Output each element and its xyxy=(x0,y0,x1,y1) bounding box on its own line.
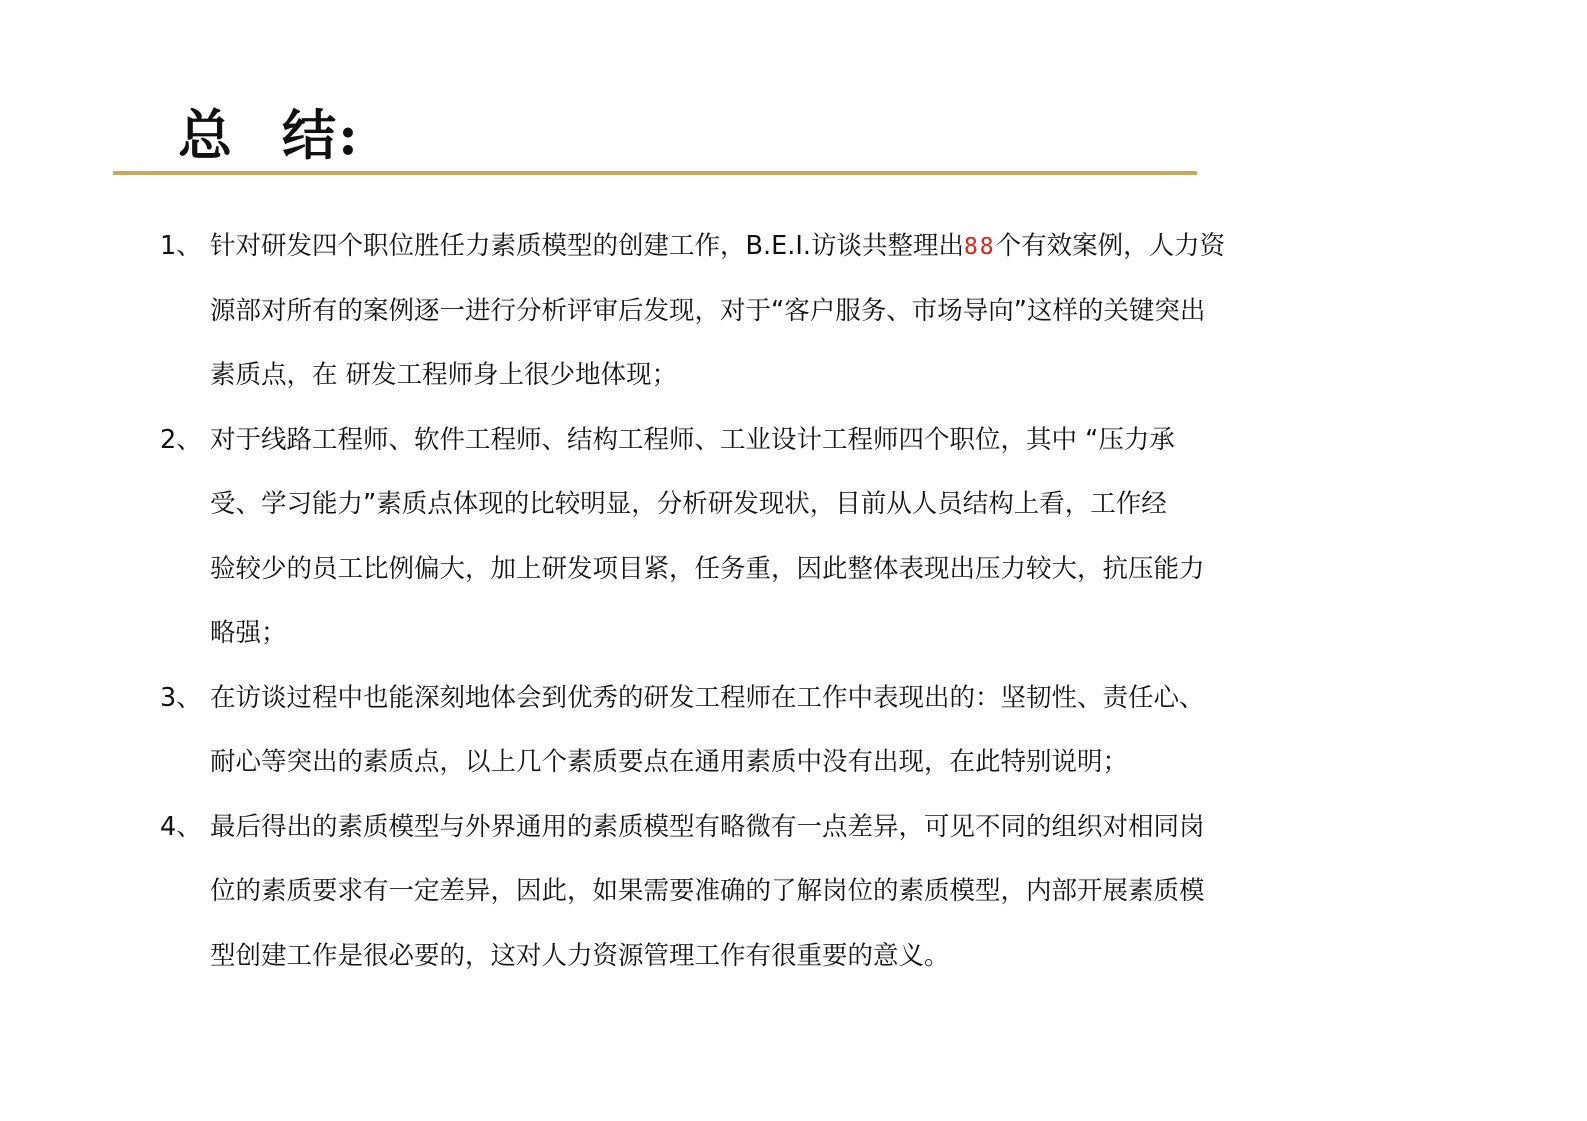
item-number: 1、 xyxy=(160,231,202,261)
title-colon: : xyxy=(338,103,360,167)
case-count-highlight: 88 xyxy=(963,234,996,260)
title-char-1: 总 xyxy=(178,103,234,167)
summary-item-2-line-2: 受、学习能力”素质点体现的比较明显，分析研发现状，目前从人员结构上看，工作经 xyxy=(210,489,1167,519)
item-number: 4、 xyxy=(160,811,202,842)
title-underline-divider xyxy=(113,171,1197,175)
summary-list xyxy=(160,214,1420,988)
item-number: 2、 xyxy=(160,424,202,455)
summary-item-3 xyxy=(160,666,1420,795)
title-char-2: 结 xyxy=(282,103,338,167)
summary-item-1-line-2: 源部对所有的案例逐一进行分析评审后发现，对于“客户服务、市场导向”这样的关键突出 xyxy=(210,295,1206,326)
item-text: 个有效案例，人力资 xyxy=(995,231,1226,261)
summary-item-4 xyxy=(160,795,1420,989)
item-text: 针对研发四个职位胜任力素质模型的创建工作，B.E.I.访谈共整理出 xyxy=(210,231,964,261)
item-text: 最后得出的素质模型与外界通用的素质模型有略微有一点差异，可见不同的组织对相同岗 xyxy=(210,811,1205,842)
item-text: 对于线路工程师、软件工程师、结构工程师、工业设计工程师四个职位，其中 “压力承 xyxy=(210,424,1175,455)
summary-item-2-line-1 xyxy=(160,408,1420,473)
summary-item-1 xyxy=(160,214,1420,408)
summary-item-3-line-2: 耐心等突出的素质点，以上几个素质要点在通用素质中没有出现，在此特别说明； xyxy=(210,747,1129,777)
summary-item-2 xyxy=(160,408,1420,666)
summary-item-3-line-1 xyxy=(160,666,1420,731)
summary-item-1-line-3: 素质点，在 研发工程师身上很少地体现； xyxy=(210,360,678,390)
summary-item-2-line-4: 略强； xyxy=(210,618,287,648)
summary-item-1-line-1 xyxy=(160,214,1420,279)
summary-item-4-line-3: 型创建工作是很必要的，这对人力资源管理工作有很重要的意义。 xyxy=(210,940,950,971)
item-number: 3、 xyxy=(160,682,202,713)
summary-item-4-line-2: 位的素质要求有一定差异，因此，如果需要准确的了解岗位的素质模型，内部开展素质模 xyxy=(210,876,1205,906)
page-title xyxy=(178,100,360,170)
summary-item-2-line-3: 验较少的员工比例偏大，加上研发项目紧，任务重，因此整体表现出压力较大，抗压能力 xyxy=(210,553,1205,584)
summary-item-4-line-1 xyxy=(160,795,1420,860)
item-text: 在访谈过程中也能深刻地体会到优秀的研发工程师在工作中表现出的：坚韧性、责任心、 xyxy=(210,682,1205,713)
